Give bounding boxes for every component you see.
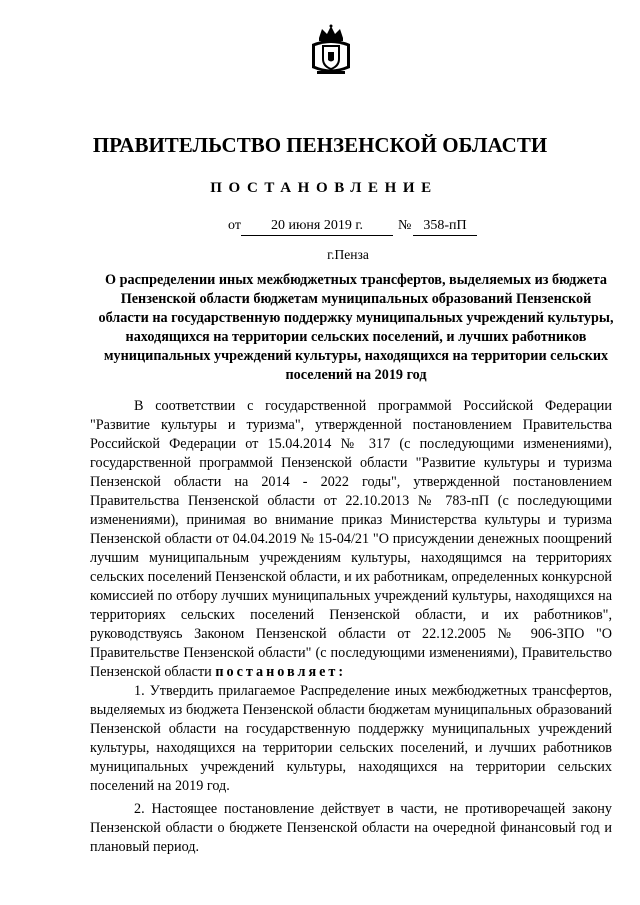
government-title: ПРАВИТЕЛЬСТВО ПЕНЗЕНСКОЙ ОБЛАСТИ [92,133,548,157]
document-body [90,397,612,857]
date-prefix: от [228,218,241,233]
date-number-line [0,218,640,238]
item-2-paragraph: 2. Настоящее постановление действует в части, не противоречащей закону Пензенской области о бюджете Пензенской области на очередной финансовый год и плановый период. [90,801,612,855]
item-1-paragraph: 1. Утвердить прилагаемое Распределение иных межбюджетных трансфертов, выделяемых из бюджета Пензенской области бюджетам муниципальных образований Пензенской области на государственную поддержку муниципальных учреждений культуры, находящихся на территории сельских поселений, и лучших работников муниципальных учреждений культуры, находящихся на территории сельских поселений на 2019 год. [90,683,612,794]
preamble-text: В соответствии с государственной программой Российской Федерации "Развитие культуры и туризма", утвержденной постановлением Правительства Российской Федерации от 15.04.2014 № 317 (с последующими изменениями), государственной программой Пензенской области "Развитие культуры и туризма Пензенской области на 2014 - 2022 годы", утвержденной постановлением Правительства Пензенской области от 22.10.2013 № 783-пП (с последующими изменениями), принимая во внимание приказ Министерства культуры и туризма Пензенской области от 04.04.2019 № 15-04/21 "О присуждении денежных поощрений лучшим муниципальным учреждениям культуры, находящимся на территориях сельских поселений Пензенской области, и их работникам, определенных конкурсной комиссией по отбору лучших муниципальных учреждений культуры, находящихся на территориях сельских поселений Пензенской области, и их работников", руководствуясь Законом Пензенской области от 22.12.2005 № 906-ЗПО "О Правительстве Пензенской области" (с последующими изменениями), Правительство Пензенской области [90,398,612,680]
coat-of-arms-icon [309,24,353,76]
resolves-word: постановляет: [215,664,347,680]
city: г.Пенза [327,247,369,262]
document-type: ПОСТАНОВЛЕНИЕ [210,180,438,196]
number-prefix: № [398,218,412,233]
document-date: 20 июня 2019 г. [241,218,393,236]
preamble-paragraph [90,397,612,682]
document-number: 358-пП [413,218,477,236]
document-subject: О распределении иных межбюджетных трансфертов, выделяемых из бюджета Пензенской области бюджетам муниципальных образований Пензенской области на государственную поддержку муниципальных учреждений культуры, находящихся на территории сельских поселений, и лучших работников муниципальных учреждений культуры, находящихся на территории сельских поселений на 2019 год [98,272,614,383]
